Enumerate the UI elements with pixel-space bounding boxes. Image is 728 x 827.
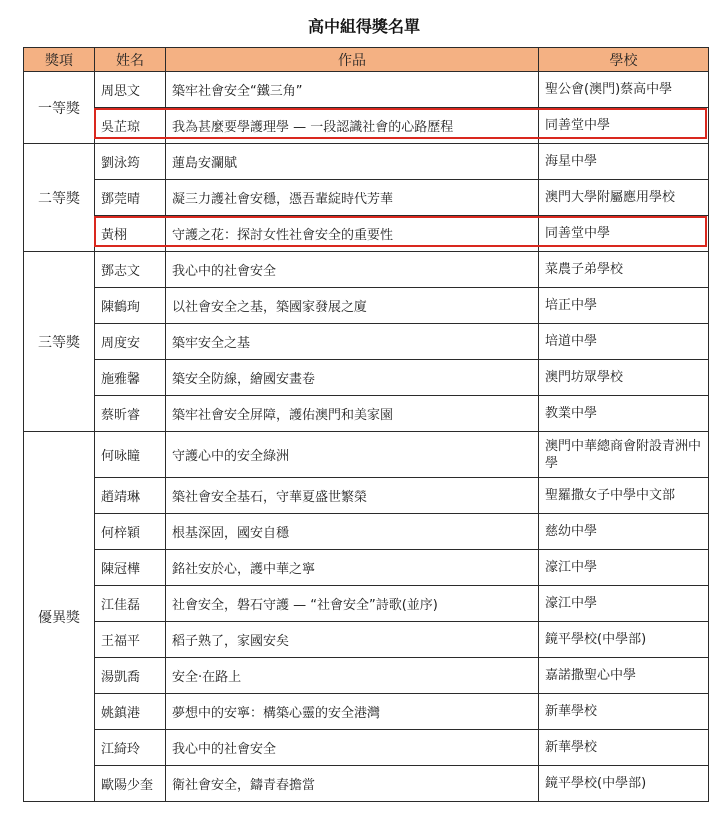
school-cell: 海星中學: [539, 144, 709, 180]
header-row: [24, 48, 709, 72]
school-cell: 澳門坊眾學校: [539, 360, 709, 396]
school-cell: 聖公會(澳門)蔡高中學: [539, 72, 709, 108]
work-cell: 凝三力護社會安穩，憑吾輩綻時代芳華: [166, 180, 539, 216]
work-cell: 安全·在路上: [166, 658, 539, 694]
name-cell: 施雅馨: [95, 360, 166, 396]
award-cell: 一等獎: [24, 72, 95, 144]
name-cell: 蔡昕睿: [95, 396, 166, 432]
school-cell: 嘉諾撒聖心中學: [539, 658, 709, 694]
table-row: [24, 180, 709, 216]
table-row: [24, 478, 709, 514]
header-work: 作品: [166, 48, 539, 72]
table-row: [24, 622, 709, 658]
name-cell: 黃栩: [95, 216, 166, 252]
school-cell: 培道中學: [539, 324, 709, 360]
school-cell: 培正中學: [539, 288, 709, 324]
school-cell: 澳門中華總商會附設青洲中學: [539, 432, 709, 478]
header-name: 姓名: [95, 48, 166, 72]
name-cell: 江佳磊: [95, 586, 166, 622]
work-cell: 守護心中的安全綠洲: [166, 432, 539, 478]
name-cell: 鄧莞晴: [95, 180, 166, 216]
work-cell: 我為甚麼要學護理學 — 一段認識社會的心路歷程: [166, 108, 539, 144]
school-cell: 新華學校: [539, 694, 709, 730]
work-cell: 蓮島安瀾賦: [166, 144, 539, 180]
table-row: [24, 432, 709, 478]
table-row: [24, 360, 709, 396]
awards-table: [23, 47, 709, 802]
school-cell: 聖羅撒女子中學中文部: [539, 478, 709, 514]
table-row: [24, 252, 709, 288]
school-cell: 鏡平學校(中學部): [539, 622, 709, 658]
table-row: [24, 514, 709, 550]
school-cell: 新華學校: [539, 730, 709, 766]
work-cell: 以社會安全之基，築國家發展之廈: [166, 288, 539, 324]
work-cell: 夢想中的安寧：構築心靈的安全港灣: [166, 694, 539, 730]
table-row: [24, 550, 709, 586]
name-cell: 陳冠樺: [95, 550, 166, 586]
table-row: [24, 324, 709, 360]
school-cell: 鏡平學校(中學部): [539, 766, 709, 802]
work-cell: 稻子熟了，家國安矣: [166, 622, 539, 658]
work-cell: 衛社會安全，鑄青春擔當: [166, 766, 539, 802]
table-row: [24, 694, 709, 730]
school-cell: 慈幼中學: [539, 514, 709, 550]
work-cell: 社會安全，磐石守護 — “社會安全”詩歌(並序): [166, 586, 539, 622]
school-cell: 同善堂中學: [539, 108, 709, 144]
page-title: 高中組得獎名單: [307, 17, 420, 36]
table-row: [24, 730, 709, 766]
table-row: [24, 658, 709, 694]
table-row: [24, 586, 709, 622]
name-cell: 姚鎮港: [95, 694, 166, 730]
school-cell: 菜農子弟學校: [539, 252, 709, 288]
header-school: 學校: [539, 48, 709, 72]
work-cell: 築社會安全基石，守華夏盛世繁榮: [166, 478, 539, 514]
work-cell: 築牢社會安全屏障，護佑澳門和美家園: [166, 396, 539, 432]
school-cell: 濠江中學: [539, 550, 709, 586]
name-cell: 吳芷琼: [95, 108, 166, 144]
table-row: [24, 396, 709, 432]
name-cell: 趙靖琳: [95, 478, 166, 514]
table-row: [24, 108, 709, 144]
school-cell: 澳門大學附屬應用學校: [539, 180, 709, 216]
name-cell: 王福平: [95, 622, 166, 658]
work-cell: 銘社安於心，護中華之寧: [166, 550, 539, 586]
table-row: [24, 144, 709, 180]
school-cell: 同善堂中學: [539, 216, 709, 252]
table-row: [24, 766, 709, 802]
work-cell: 根基深固，國安自穩: [166, 514, 539, 550]
table-row: [24, 216, 709, 252]
name-cell: 周度安: [95, 324, 166, 360]
header-award: 獎項: [24, 48, 95, 72]
name-cell: 何梓穎: [95, 514, 166, 550]
work-cell: 築牢安全之基: [166, 324, 539, 360]
table-row: [24, 72, 709, 108]
school-cell: 教業中學: [539, 396, 709, 432]
award-cell: 二等獎: [24, 144, 95, 252]
work-cell: 我心中的社會安全: [166, 730, 539, 766]
name-cell: 湯凱喬: [95, 658, 166, 694]
name-cell: 陳鶴珣: [95, 288, 166, 324]
name-cell: 周思文: [95, 72, 166, 108]
award-cell: 優異獎: [24, 432, 95, 802]
name-cell: 何咏瞳: [95, 432, 166, 478]
school-cell: 濠江中學: [539, 586, 709, 622]
work-cell: 築安全防線，繪國安畫卷: [166, 360, 539, 396]
award-cell: 三等獎: [24, 252, 95, 432]
work-cell: 守護之花：探討女性社會安全的重要性: [166, 216, 539, 252]
name-cell: 江綺玲: [95, 730, 166, 766]
work-cell: 築牢社會安全“鐵三角”: [166, 72, 539, 108]
table-row: [24, 288, 709, 324]
name-cell: 歐陽少奎: [95, 766, 166, 802]
name-cell: 鄧志文: [95, 252, 166, 288]
work-cell: 我心中的社會安全: [166, 252, 539, 288]
name-cell: 劉泳筠: [95, 144, 166, 180]
